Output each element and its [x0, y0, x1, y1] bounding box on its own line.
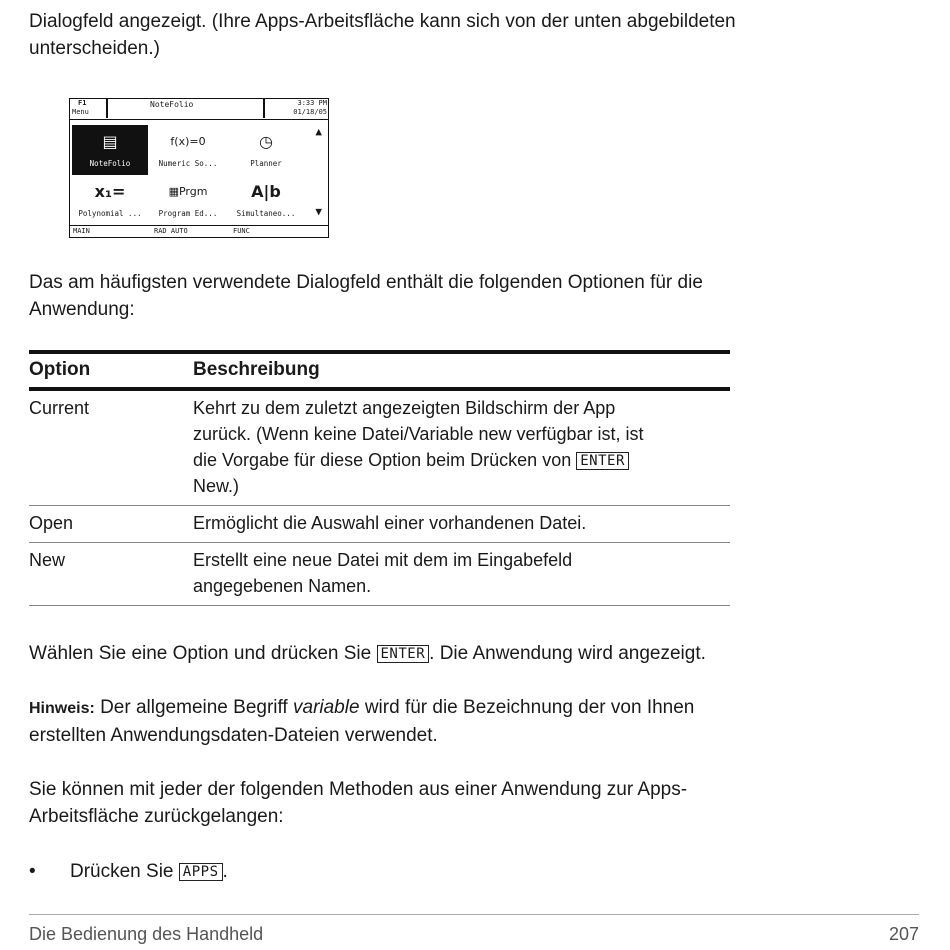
calculator-screenshot — [69, 98, 329, 238]
description-line: angegebenen Namen. — [193, 576, 372, 596]
description-cell — [193, 389, 730, 506]
description-line: Ermöglicht die Auswahl einer vorhandenen Datei. — [193, 513, 587, 533]
calc-date: 01/18/05 — [293, 108, 327, 116]
app-label: Program Ed... — [158, 209, 218, 218]
note-text: Der allgemeine Begriff — [94, 697, 293, 718]
description-line: zurück. (Wenn keine Datei/Variable new verfügbar ist, ist — [193, 424, 644, 444]
polynomial-icon: x₁= — [94, 182, 126, 201]
note-text: wird für die Bezeichnung der von Ihnen — [359, 697, 695, 718]
app-tile-polynomial — [72, 175, 148, 225]
intro-line: unterscheiden.) — [29, 38, 160, 59]
note-paragraph — [29, 694, 694, 749]
description-line: New.) — [193, 476, 240, 496]
app-tile-numeric-solver — [150, 125, 226, 175]
table-header-row — [29, 352, 730, 389]
bullet-text-part: . — [222, 861, 228, 882]
simultaneous-icon: A|b — [251, 182, 281, 201]
app-tile-program-editor — [150, 175, 226, 225]
page-number: 207 — [888, 924, 919, 944]
notebook-icon: ▤ — [102, 132, 118, 151]
app-label: NoteFolio — [89, 159, 131, 168]
column-header-option: Option — [29, 352, 193, 389]
calc-toolbar — [70, 99, 328, 120]
options-intro-paragraph — [29, 269, 703, 323]
bullet-text — [70, 858, 228, 885]
bullet-icon: • — [29, 861, 36, 882]
table-row — [29, 506, 730, 543]
return-methods-paragraph — [29, 776, 687, 830]
app-label: Simultaneo... — [236, 209, 296, 218]
app-tile-simultaneous — [228, 175, 304, 225]
table-row — [29, 543, 730, 606]
intro-line: Dialogfeld angezeigt. (Ihre Apps-Arbeitsfläche kann sich von der unten abgebildeten — [29, 11, 736, 32]
function-icon: f(x)=0 — [170, 135, 206, 148]
option-cell: New — [29, 543, 193, 606]
paragraph-text: . Die Anwendung wird angezeigt. — [429, 643, 706, 664]
app-tile-planner — [228, 125, 304, 175]
table-row — [29, 389, 730, 506]
footer-divider — [29, 914, 919, 915]
status-mode: RAD AUTO — [154, 227, 188, 235]
column-header-description: Beschreibung — [193, 352, 730, 389]
description-cell — [193, 543, 730, 606]
app-label: Planner — [250, 159, 282, 168]
note-italic-term: variable — [293, 697, 360, 718]
f1-menu-key — [72, 99, 108, 118]
paragraph-text: Wählen Sie eine Option und drücken Sie — [29, 643, 372, 664]
apps-grid — [70, 121, 302, 225]
options-table — [29, 350, 730, 606]
description-text: die Vorgabe für diese Option beim Drücken von — [193, 450, 572, 470]
apps-key: APPS — [179, 863, 223, 881]
menu-label: Menu — [72, 108, 89, 116]
bullet-text-part: Drücken Sie — [70, 861, 174, 882]
program-icon: ▦Prgm — [168, 185, 208, 198]
f1-label: F1 — [78, 99, 87, 107]
intro-paragraph — [29, 8, 736, 62]
calc-time: 3:33 PM — [297, 99, 327, 107]
note-line — [29, 694, 694, 722]
footer-title: Die Bedienung des Handheld — [29, 924, 264, 944]
description-cell — [193, 506, 730, 543]
calc-title: NoteFolio — [150, 100, 194, 109]
enter-key: ENTER — [576, 452, 629, 470]
enter-key: ENTER — [377, 645, 430, 663]
description-line — [193, 447, 730, 473]
option-cell: Current — [29, 389, 193, 506]
app-label: Numeric So... — [158, 159, 218, 168]
paragraph-line: Arbeitsfläche zurückgelangen: — [29, 806, 284, 827]
calc-status-bar — [70, 225, 328, 237]
bullet-item — [29, 858, 228, 885]
status-func: FUNC — [233, 227, 250, 235]
description-line: Erstellt eine neue Datei mit dem im Eingabefeld — [193, 550, 573, 570]
paragraph-line: Das am häufigsten verwendete Dialogfeld enthält die folgenden Optionen für die — [29, 272, 703, 293]
scroll-up-arrow-icon: ▲ — [315, 125, 322, 138]
calc-clock — [263, 99, 327, 118]
select-option-paragraph — [29, 640, 706, 667]
clock-planner-icon: ◷ — [259, 132, 273, 151]
paragraph-line: Anwendung: — [29, 299, 135, 320]
description-line: Kehrt zu dem zuletzt angezeigten Bildschirm der App — [193, 398, 616, 418]
app-label: Polynomial ... — [78, 209, 142, 218]
note-line: erstellten Anwendungsdaten-Dateien verwendet. — [29, 725, 438, 746]
app-tile-notefolio — [72, 125, 148, 175]
status-main: MAIN — [73, 227, 90, 235]
note-label: Hinweis: — [29, 700, 95, 717]
scroll-down-arrow-icon: ▼ — [315, 205, 322, 218]
paragraph-line: Sie können mit jeder der folgenden Methoden aus einer Anwendung zur Apps- — [29, 779, 688, 800]
option-cell: Open — [29, 506, 193, 543]
